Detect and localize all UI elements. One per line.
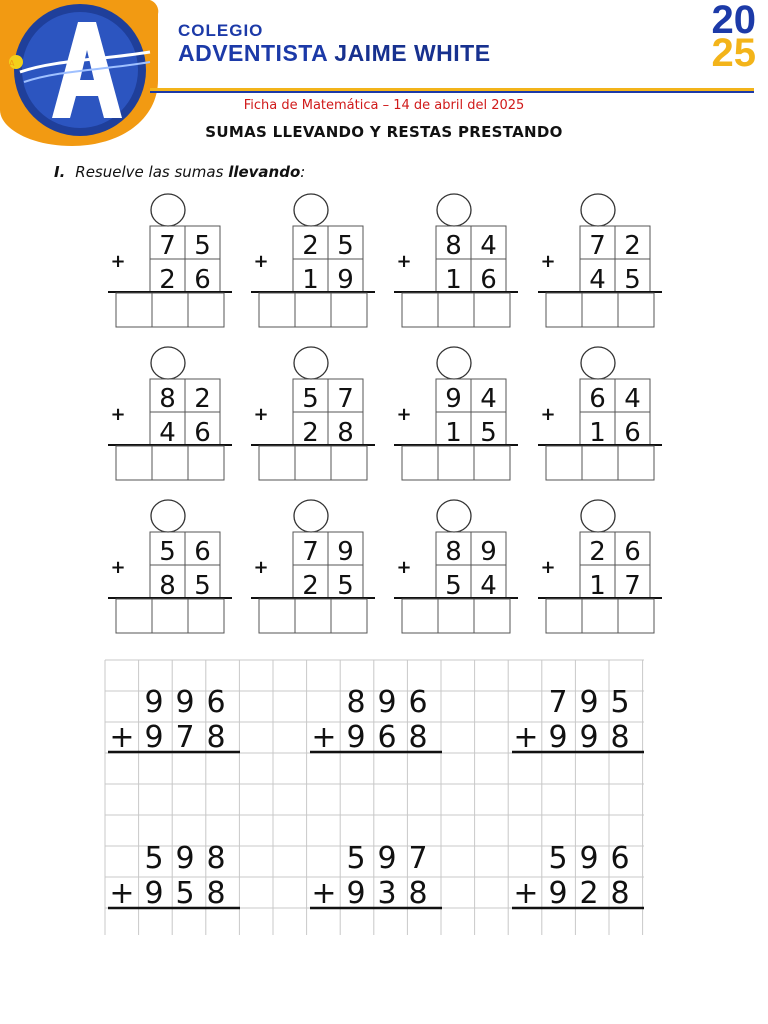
small-problem (538, 347, 662, 480)
answer-boxes (116, 599, 224, 633)
top-digit: 5 (346, 841, 366, 876)
top-digit: 9 (377, 841, 397, 876)
top-digit: 9 (377, 685, 397, 720)
bottom-digit: 9 (346, 876, 366, 911)
top-digit: 9 (337, 537, 354, 567)
small-problem (251, 347, 375, 480)
answer-boxes (546, 599, 654, 633)
top-digit: 9 (175, 841, 195, 876)
carry-circle (437, 500, 471, 532)
small-problem (394, 347, 518, 480)
bottom-digit: 4 (589, 265, 606, 295)
plus-sign: + (109, 876, 135, 911)
top-digit: 4 (480, 231, 497, 261)
bottom-digit: 8 (610, 876, 630, 911)
top-digit: 6 (194, 537, 211, 567)
top-digit: 2 (194, 384, 211, 414)
top-digit: 5 (194, 231, 211, 261)
top-digit: 9 (579, 685, 599, 720)
bottom-digit: 1 (302, 265, 319, 295)
small-problem (538, 500, 662, 633)
bottom-digit: 9 (346, 720, 366, 755)
bottom-digit: 8 (408, 720, 428, 755)
bottom-digit: 7 (175, 720, 195, 755)
school-name-line1: COLEGIO (178, 21, 264, 40)
answer-boxes (116, 446, 224, 480)
answer-boxes (259, 599, 367, 633)
big-problem (310, 685, 442, 755)
plus-sign: + (253, 404, 269, 425)
carry-circle (151, 347, 185, 379)
small-problem (108, 347, 232, 480)
top-digit: 7 (548, 685, 568, 720)
big-problem (108, 841, 240, 911)
plus-sign: + (540, 404, 556, 425)
bottom-digit: 6 (194, 265, 211, 295)
top-digit: 7 (408, 841, 428, 876)
bottom-digit: 2 (302, 418, 319, 448)
year-top: 20 (711, 0, 756, 42)
big-problem (310, 841, 442, 911)
bottom-digit: 4 (480, 571, 497, 601)
bottom-digit: 8 (610, 720, 630, 755)
instruction: I. Resuelve las sumas llevando: (54, 163, 306, 181)
big-problem (512, 685, 644, 755)
top-digit: 2 (302, 231, 319, 261)
top-digit: 8 (206, 841, 226, 876)
small-problem (394, 194, 518, 327)
small-problem (394, 500, 518, 633)
bottom-digit: 9 (548, 720, 568, 755)
answer-boxes (402, 293, 510, 327)
bottom-digit: 9 (579, 720, 599, 755)
plus-sign: + (110, 404, 126, 425)
carry-circle (437, 347, 471, 379)
top-digit: 8 (159, 384, 176, 414)
plus-sign: + (396, 557, 412, 578)
plus-sign: + (311, 720, 337, 755)
bottom-digit: 6 (480, 265, 497, 295)
bottom-digit: 6 (624, 418, 641, 448)
bottom-digit: 8 (408, 876, 428, 911)
bottom-digit: 5 (445, 571, 462, 601)
big-problem (512, 841, 644, 911)
small-problem (251, 194, 375, 327)
bottom-digit: 8 (337, 418, 354, 448)
bottom-digit: 3 (377, 876, 397, 911)
bottom-digit: 2 (302, 571, 319, 601)
top-digit: 9 (144, 685, 164, 720)
bottom-digit: 5 (480, 418, 497, 448)
year-bottom: 25 (711, 30, 756, 75)
top-digit: 6 (624, 537, 641, 567)
plus-sign: + (311, 876, 337, 911)
bottom-digit: 1 (445, 265, 462, 295)
small-problem (251, 500, 375, 633)
bottom-digit: 6 (194, 418, 211, 448)
instruction-number: I. (54, 163, 66, 181)
top-digit: 4 (480, 384, 497, 414)
carry-circle (581, 347, 615, 379)
bottom-digit: 5 (175, 876, 195, 911)
plus-sign: + (396, 251, 412, 272)
bottom-digit: 1 (589, 571, 606, 601)
worksheet-title: SUMAS LLEVANDO Y RESTAS PRESTANDO (205, 123, 563, 141)
bottom-digit: 5 (194, 571, 211, 601)
plus-sign: + (513, 720, 539, 755)
answer-boxes (259, 446, 367, 480)
carry-circle (151, 500, 185, 532)
plus-sign: + (513, 876, 539, 911)
carry-circle (294, 500, 328, 532)
bottom-digit: 8 (159, 571, 176, 601)
top-digit: 5 (159, 537, 176, 567)
carry-circle (437, 194, 471, 226)
worksheet-subtitle: Ficha de Matemática – 14 de abril del 2025 (243, 98, 525, 113)
bottom-digit: 2 (159, 265, 176, 295)
small-problem (108, 194, 232, 327)
answer-boxes (402, 446, 510, 480)
bottom-digit: 9 (337, 265, 354, 295)
answer-boxes (546, 446, 654, 480)
top-digit: 7 (337, 384, 354, 414)
top-digit: 5 (302, 384, 319, 414)
top-digit: 4 (624, 384, 641, 414)
bottom-digit: 9 (144, 720, 164, 755)
instruction-bold: llevando (228, 163, 301, 181)
instruction-text: Resuelve las sumas (75, 163, 229, 181)
plus-sign: + (253, 557, 269, 578)
bottom-digit: 7 (624, 571, 641, 601)
bottom-digit: 6 (377, 720, 397, 755)
top-digit: 2 (624, 231, 641, 261)
carry-circle (581, 194, 615, 226)
bottom-digit: 2 (579, 876, 599, 911)
bottom-digit: 8 (206, 720, 226, 755)
school-name-line2: ADVENTISTA JAIME WHITE (178, 40, 491, 66)
top-digit: 6 (206, 685, 226, 720)
answer-boxes (259, 293, 367, 327)
plus-sign: + (109, 720, 135, 755)
top-digit: 7 (589, 231, 606, 261)
plus-sign: + (396, 404, 412, 425)
top-digit: 6 (610, 841, 630, 876)
plus-sign: + (253, 251, 269, 272)
top-digit: 7 (302, 537, 319, 567)
big-problem (108, 685, 240, 755)
bottom-digit: 1 (445, 418, 462, 448)
top-digit: 8 (445, 231, 462, 261)
bottom-digit: 5 (624, 265, 641, 295)
top-digit: 2 (589, 537, 606, 567)
carry-circle (294, 194, 328, 226)
top-digit: 9 (445, 384, 462, 414)
top-digit: 7 (159, 231, 176, 261)
svg-text:A: A (9, 59, 15, 68)
answer-boxes (116, 293, 224, 327)
top-digit: 9 (579, 841, 599, 876)
answer-boxes (546, 293, 654, 327)
bottom-digit: 9 (144, 876, 164, 911)
small-problem (538, 194, 662, 327)
answer-boxes (402, 599, 510, 633)
bottom-digit: 1 (589, 418, 606, 448)
top-digit: 6 (589, 384, 606, 414)
carry-circle (151, 194, 185, 226)
top-digit: 5 (610, 685, 630, 720)
plus-sign: + (540, 251, 556, 272)
carry-circle (294, 347, 328, 379)
bottom-digit: 9 (548, 876, 568, 911)
top-digit: 5 (548, 841, 568, 876)
bottom-digit: 5 (337, 571, 354, 601)
top-digit: 5 (144, 841, 164, 876)
top-digit: 6 (408, 685, 428, 720)
plus-sign: + (540, 557, 556, 578)
top-digit: 8 (346, 685, 366, 720)
bottom-digit: 8 (206, 876, 226, 911)
plus-sign: + (110, 251, 126, 272)
plus-sign: + (110, 557, 126, 578)
bottom-digit: 4 (159, 418, 176, 448)
top-digit: 5 (337, 231, 354, 261)
top-digit: 9 (175, 685, 195, 720)
carry-circle (581, 500, 615, 532)
top-digit: 8 (445, 537, 462, 567)
small-problem (108, 500, 232, 633)
top-digit: 9 (480, 537, 497, 567)
